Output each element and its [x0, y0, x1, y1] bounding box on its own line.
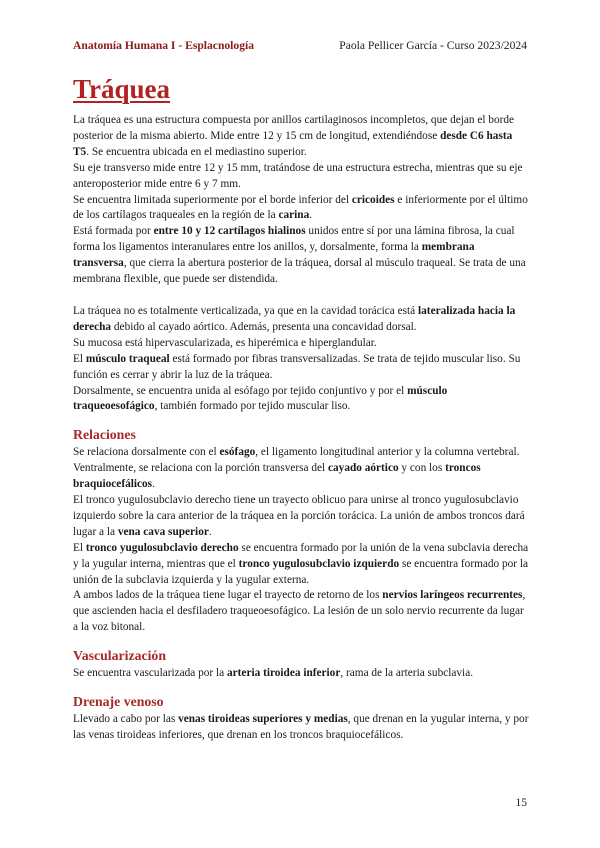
text-run: . [208, 525, 212, 538]
text-run: . [152, 478, 155, 491]
text-run: se encuentra formado por la unión de la vena subclavia derecha y la yugular interna, mientras que el [73, 541, 529, 570]
document-body [73, 70, 529, 744]
course-title: Anatomía Humana I - Esplacnología [73, 39, 255, 52]
paragraph-gap [73, 288, 529, 304]
body-paragraph [73, 712, 529, 744]
bold-term: esófago [219, 446, 256, 459]
body-paragraph [73, 113, 529, 161]
section-heading: Vascularización [73, 648, 167, 664]
body-paragraph [73, 161, 529, 193]
body-paragraph [73, 384, 529, 416]
page-title: Tráquea [73, 74, 171, 104]
text-run: Está formada por [73, 225, 154, 238]
text-run: , el ligamento longitudinal anterior y la columna vertebral. [255, 446, 520, 459]
text-run: está formado por fibras transversalizadas. Se trata de tejido muscular liso. Su función es cerrar y abrir la luz de la tráquea. [73, 352, 521, 381]
text-run: La tráquea es una estructura compuesta por anillos cartilaginosos incompletos, que dejan el borde posterior de la misma abierto. Mide entre 12 y 15 cm de longitud, extendiéndose [73, 114, 515, 142]
author-line: Paola Pellicer García - Curso 2023/2024 [339, 39, 527, 52]
text-run: Se relaciona dorsalmente con el [73, 446, 220, 459]
sections-container [73, 425, 529, 744]
text-run: , rama de la arteria subclavia. [340, 667, 474, 680]
body-paragraph [73, 666, 529, 682]
text-run: , que ascienden hacia el desfiladero traqueoesofágico. La lesión de un solo nervio recurrente da lugar a la voz bitonal. [73, 589, 526, 634]
text-run: , que cierra la abertura posterior de la tráquea, dorsal al músculo traqueal. Se trata de una membrana flexible, que puede ser distendida. [73, 257, 526, 286]
section-heading: Relaciones [73, 427, 136, 443]
body-paragraph [73, 224, 529, 288]
page-header [73, 39, 527, 52]
text-run: Su mucosa está hipervascularizada, es hiperémica e hiperglandular. [73, 336, 377, 349]
body-paragraph [73, 445, 529, 461]
text-run: El [73, 541, 86, 554]
text-run: Se encuentra vascularizada por la [73, 667, 227, 680]
bold-term: entre 10 y 12 cartílagos hialinos [153, 225, 306, 238]
body-paragraph [73, 193, 529, 225]
bold-term: troncos braquiocefálicos [73, 462, 481, 491]
bold-term: músculo traqueoesofágico [73, 384, 448, 413]
text-run: . Se encuentra ubicada en el mediastino superior. [86, 145, 307, 158]
text-run: A ambos lados de la tráquea tiene lugar el trayecto de retorno de los [73, 589, 383, 602]
bold-term: vena cava superior [117, 525, 209, 538]
text-run: unidos entre sí por una lámina fibrosa, la cual forma los ligamentos interanulares entre los anillos, y, dorsalmente, forma la [73, 225, 515, 254]
text-run: . [309, 209, 313, 222]
text-run: y con los [398, 462, 446, 475]
bold-term: tronco yugulosubclavio derecho [85, 541, 239, 554]
bold-term: nervios laríngeos recurrentes [382, 589, 523, 602]
intro-block [73, 113, 529, 288]
page-number: 15 [515, 797, 527, 809]
text-run: , que drenan en la yugular interna, y por las venas tiroideas inferiores, que drenan en los troncos braquiocefálicos. [73, 713, 529, 741]
body-paragraph [73, 304, 529, 336]
body-paragraph [73, 352, 529, 384]
text-run: El tronco yugulosubclavio derecho tiene un trayecto oblicuo para unirse al tronco yugulosubclavio izquierdo sobre la cara anterior de la tráquea en la porción torácica. La unión de ambos troncos dará lugar a la [73, 494, 525, 538]
bold-term: arteria tiroidea inferior [227, 667, 341, 680]
section-heading: Drenaje venoso [73, 694, 164, 710]
text-run: La tráquea no es totalmente verticalizada, ya que en la cavidad torácica está [73, 304, 419, 317]
bold-term: cayado aórtico [328, 462, 399, 475]
body-paragraph [73, 336, 529, 352]
text-run: e inferiormente por el último de los cartílagos traqueales en la región de la [73, 193, 528, 222]
body-paragraph [73, 461, 529, 493]
text-run: Ventralmente, se relaciona con la porción transversa del [73, 462, 329, 475]
body-paragraph [73, 493, 529, 541]
body-paragraph [73, 588, 529, 636]
text-run: se encuentra formado por la unión de la subclavia izquierda y la yugular externa. [73, 557, 529, 586]
bold-term: desde C6 hasta T5 [73, 129, 513, 158]
bold-term: tronco yugulosubclavio izquierdo [238, 557, 400, 570]
text-run: Se encuentra limitada superiormente por el borde inferior del [73, 193, 352, 206]
bold-term: membrana transversa [73, 241, 475, 270]
bold-term: cricoides [351, 193, 395, 206]
text-run: Su eje transverso mide entre 12 y 15 mm, tratándose de una estructura estrecha, mientras que su eje anteroposterior mide entre 6 y 7 mm. [73, 161, 523, 190]
text-run: El [73, 352, 86, 365]
bold-term: carina [278, 209, 310, 222]
bold-term: músculo traqueal [85, 352, 170, 365]
text-run: debido al cayado aórtico. Además, presenta una concavidad dorsal. [111, 320, 417, 333]
text-run: Dorsalmente, se encuentra unida al esófago por tejido conjuntivo y por el [73, 384, 408, 397]
text-run: Llevado a cabo por las [73, 713, 179, 726]
text-run: , también formado por tejido muscular liso. [154, 400, 351, 413]
bold-term: lateralizada hacia la derecha [73, 304, 516, 333]
bold-term: venas tiroideas superiores y medias [178, 713, 348, 726]
intro-block-2 [73, 304, 529, 415]
body-paragraph [73, 541, 529, 589]
